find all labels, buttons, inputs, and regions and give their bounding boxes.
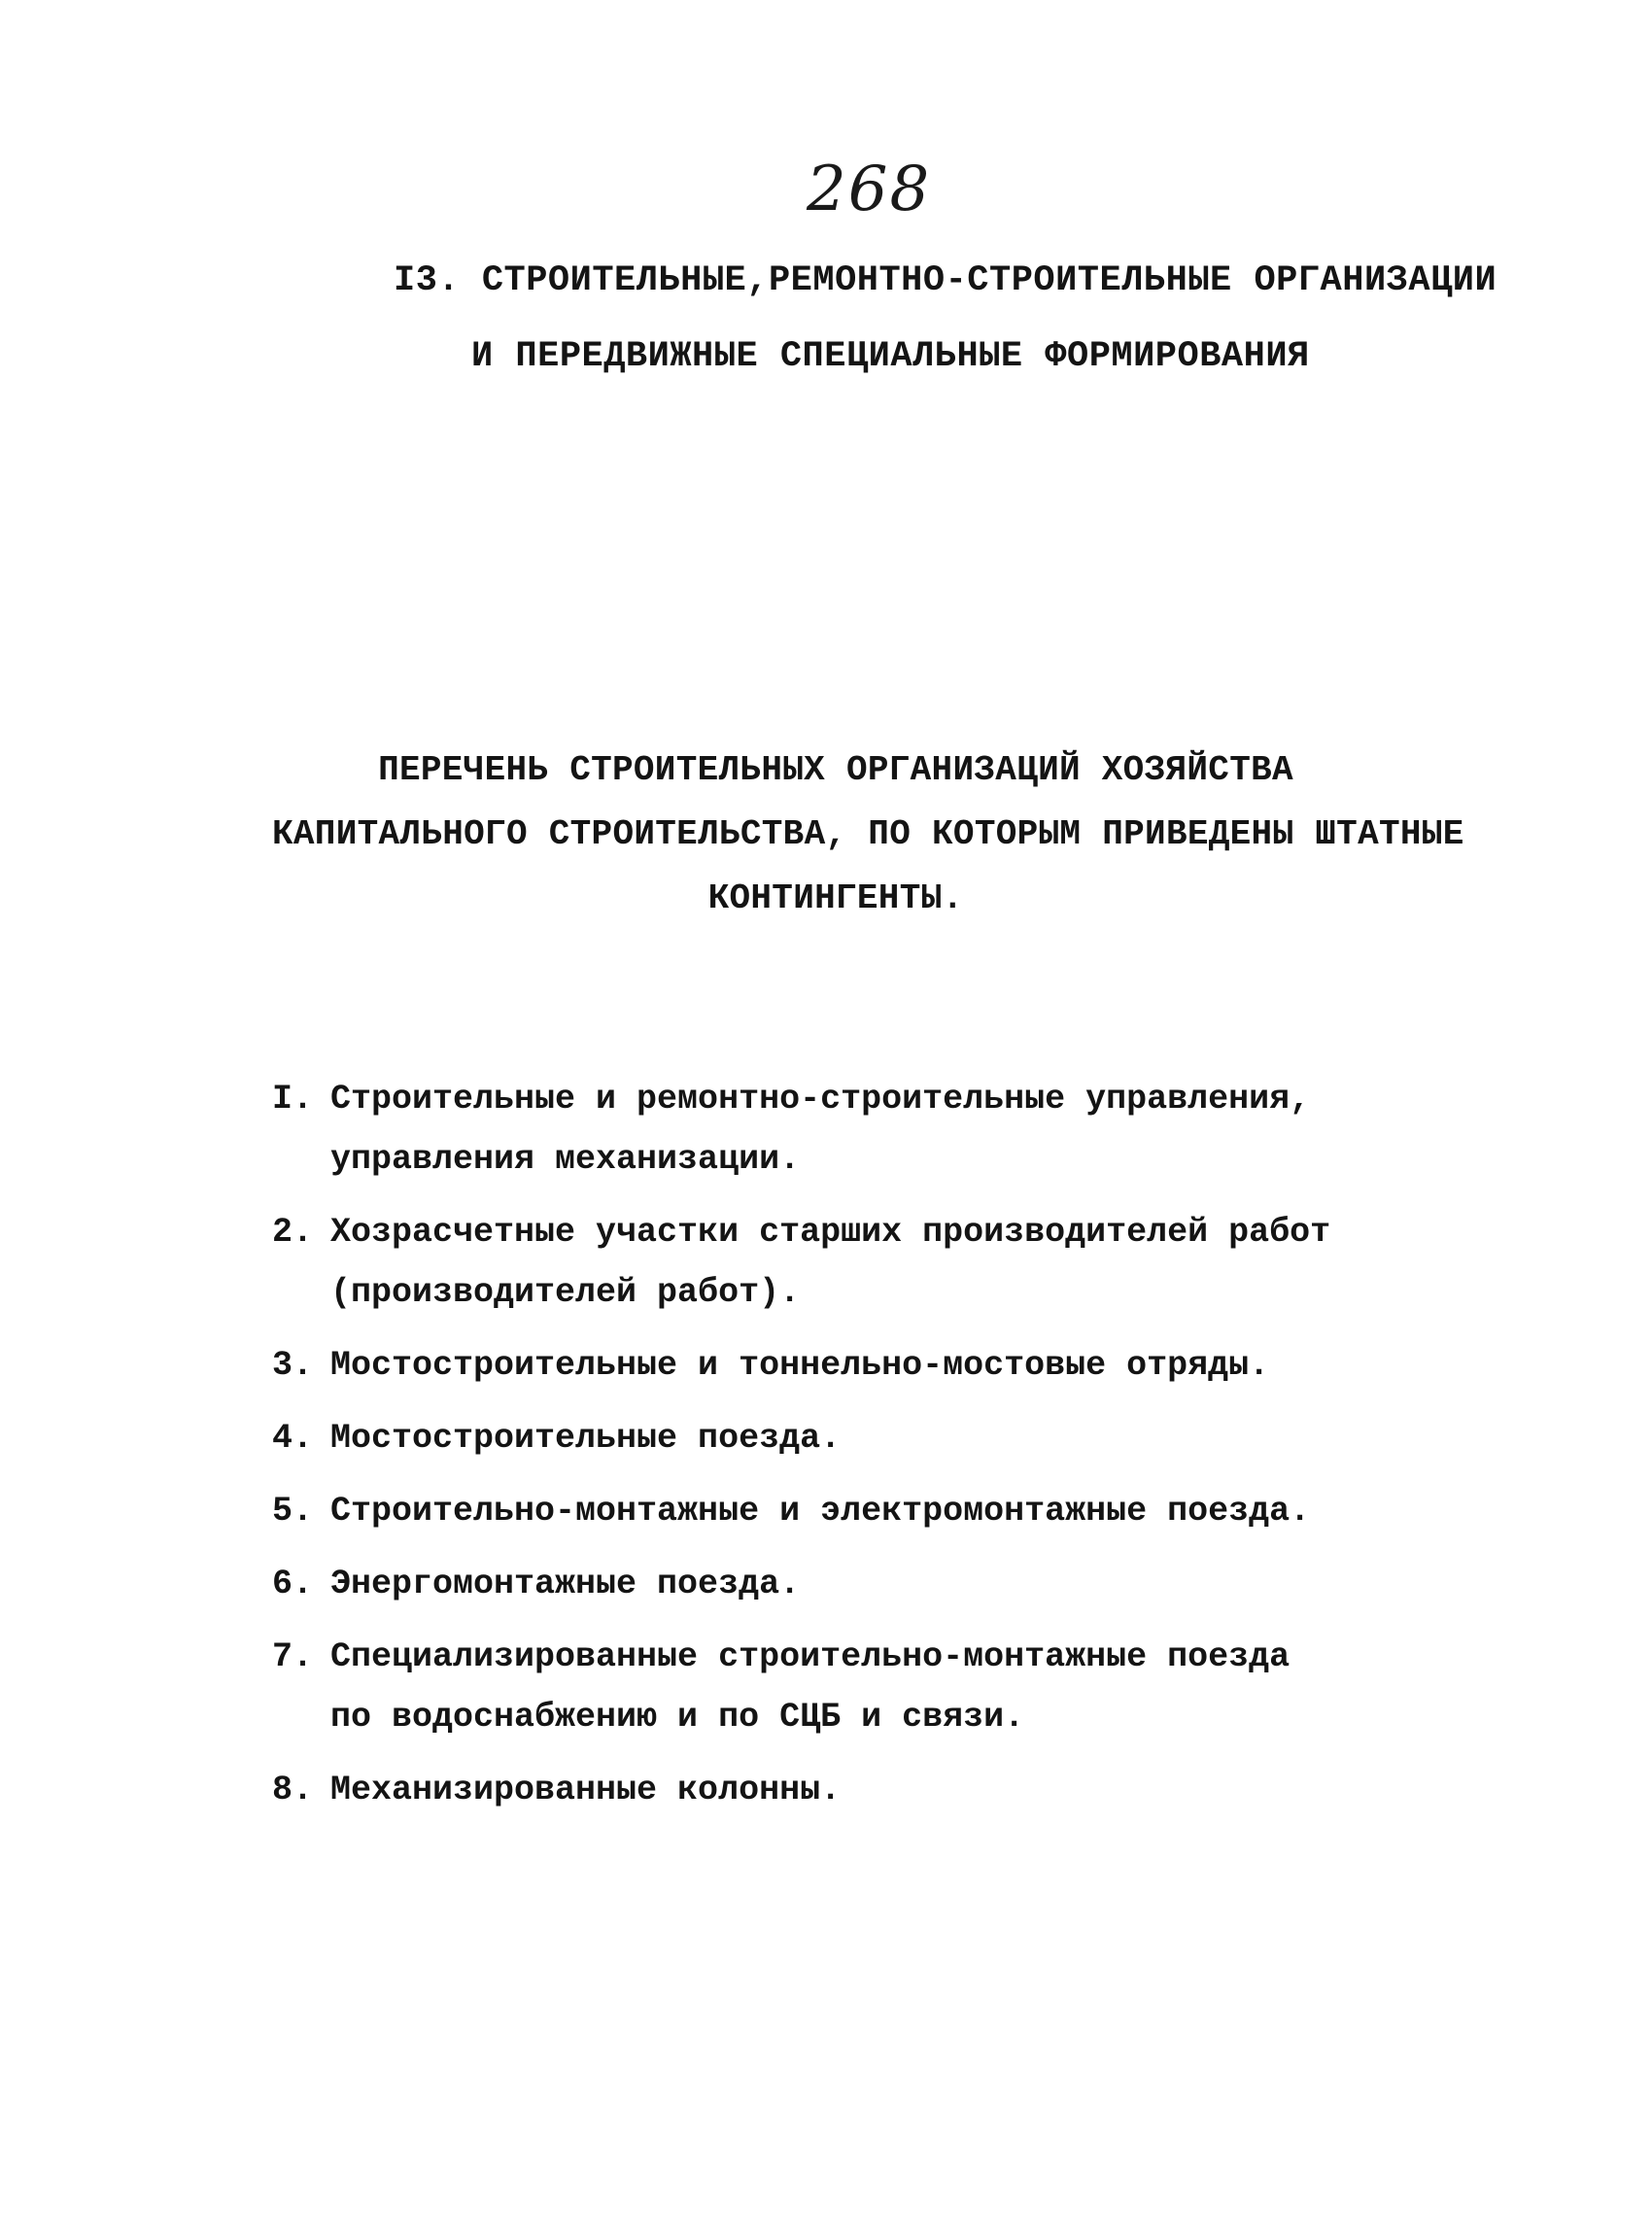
list-item: [272, 1335, 1341, 1395]
item-text-line-2: (производителей работ).: [330, 1273, 801, 1312]
section-heading-line-1: I3. СТРОИТЕЛЬНЫЕ,РЕМОНТНО-СТРОИТЕЛЬНЫЕ ОРГАНИЗАЦИИ: [394, 260, 1497, 301]
item-text-line-1: Строительно-монтажные и электромонтажные поезда.: [330, 1492, 1311, 1531]
section-heading: [394, 243, 1497, 395]
item-text-line-2: по водоснабжению и по СЦБ и связи.: [330, 1698, 1025, 1737]
list-item: [272, 1408, 1341, 1468]
item-number: 8.: [272, 1771, 314, 1809]
item-text-line-1: Механизированные колонны.: [330, 1771, 842, 1809]
list-title-line-1: ПЕРЕЧЕНЬ СТРОИТЕЛЬНЫХ ОРГАНИЗАЦИЙ ХОЗЯЙСТВА: [378, 750, 1293, 790]
organization-list: [272, 1069, 1341, 1833]
list-item: [272, 1627, 1341, 1747]
item-text-line-1: Энергомонтажные поезда.: [330, 1565, 801, 1603]
item-number: 5.: [272, 1492, 314, 1531]
item-text-line-1: Мостостроительные и тоннельно-мостовые отряды.: [330, 1346, 1270, 1385]
list-title-line-2: КАПИТАЛЬНОГО СТРОИТЕЛЬСТВА, ПО КОТОРЫМ ПРИВЕДЕНЫ ШТАТНЫЕ: [272, 814, 1464, 854]
list-item: [272, 1554, 1341, 1614]
item-text-line-1: Строительные и ремонтно-строительные управления,: [330, 1080, 1311, 1119]
list-item: [272, 1760, 1341, 1820]
item-text-line-2: управления механизации.: [330, 1140, 801, 1179]
item-number: 7.: [272, 1637, 314, 1676]
list-item: [272, 1481, 1341, 1541]
page-number: 268: [807, 154, 932, 225]
section-heading-line-2: И ПЕРЕДВИЖНЫЕ СПЕЦИАЛЬНЫЕ ФОРМИРОВАНИЯ: [471, 336, 1310, 377]
list-item: [272, 1069, 1341, 1189]
item-text-line-1: Хозрасчетные участки старших производителей работ: [330, 1213, 1331, 1252]
item-text-line-1: Мостостроительные поезда.: [330, 1419, 842, 1458]
list-title-line-3: КОНТИНГЕНТЫ.: [707, 878, 964, 918]
item-number: 6.: [272, 1565, 314, 1603]
list-item: [272, 1202, 1341, 1323]
item-number: 2.: [272, 1213, 314, 1252]
item-text-line-1: Специализированные строительно-монтажные поезда: [330, 1637, 1291, 1676]
item-number: I.: [272, 1080, 314, 1119]
item-number: 3.: [272, 1346, 314, 1385]
item-number: 4.: [272, 1419, 314, 1458]
list-title: [272, 739, 1464, 931]
